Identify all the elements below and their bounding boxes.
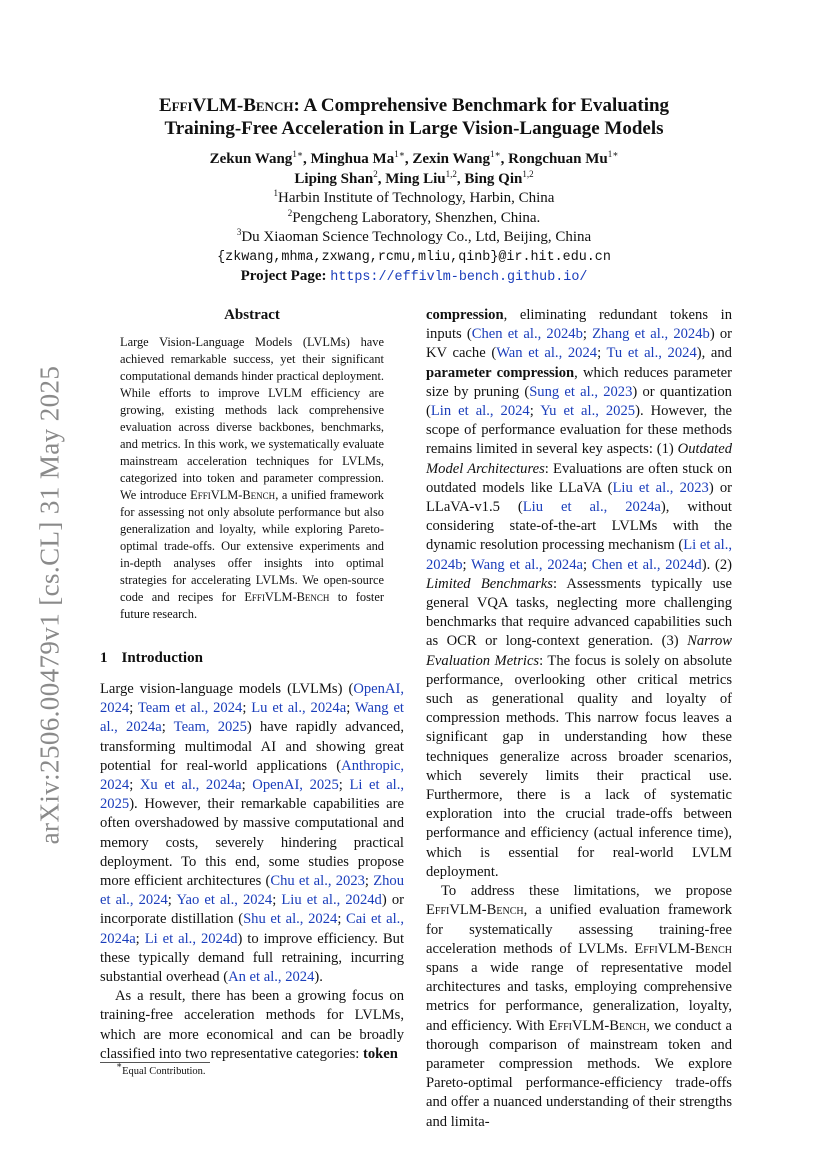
affiliation-text: Pengcheng Laboratory, Shenzhen, China. [292, 209, 541, 226]
author-line-1: Zekun Wang$^{1∗}$, Minghua $Ma^{1∗}$, Zexin Wang$^{1∗}$, Rongchuan $Mu^{1∗}$ [209, 149, 619, 167]
project-page-label: Project Page: [240, 268, 327, 284]
abstract-segment: to foster future research. [120, 590, 384, 621]
benchmark-name: EffiVLM-Bench [548, 1017, 647, 1034]
paper-title [0, 94, 828, 140]
footnote-marker: ∗ [116, 1060, 123, 1070]
citation-link[interactable]: OpenAI, 2024 [100, 681, 404, 717]
author-affiliation-mark: 2 [373, 168, 378, 179]
citation-link[interactable]: Zhang et al., 2024b [592, 326, 710, 343]
citation-link[interactable]: Wang et al., 2024a [471, 556, 583, 573]
author-affiliation-mark: 1∗ [490, 149, 501, 159]
citation-link[interactable]: Lu et al., 2024a [251, 700, 347, 717]
intro-paragraph-3: To address these limitations, we propose EffiVLM-Bench, a unified evaluation framework for systematically assessing training-free acceleration methods of LVLMs. EffiVLM-Bench spans a wide range of representative model architectures and tasks, employing comprehensive metrics for performance, generalization, loyalty, and efficiency. With EffiVLM-Bench, we conduct a thorough comparison of mainstream token and parameter compression methods. We explore Pareto-optimal performance-efficiency trade-offs and offer a nuanced understanding of their strengths and limita- [426, 883, 732, 1130]
affiliation-3 [0, 228, 828, 248]
author-name: Rongchuan Mu [508, 151, 608, 167]
citation-link[interactable]: Anthropic, 2024 [100, 757, 404, 794]
author-affiliation-mark: 1∗ [607, 149, 619, 159]
author-name: Zekun Wang [209, 151, 293, 167]
citation-link[interactable]: Chen et al., 2024b [471, 326, 583, 343]
citation-link[interactable]: Lin et al., 2024 [430, 403, 530, 420]
citation-link[interactable]: Li et al., 2024b [426, 537, 732, 573]
footnote [116, 1060, 206, 1077]
abstract-heading: Abstract [224, 307, 280, 323]
citation-link[interactable]: Xu et al., 2024a [139, 777, 242, 794]
author-affiliation-mark: 1∗ [292, 149, 303, 159]
abstract-text [120, 334, 384, 623]
intro-paragraph-2: As a result, there has been a growing focus on training-free acceleration methods for LVLMs, which are more economical and can be broadly classified into two representative categories: token [100, 988, 404, 1062]
abstract-segment: , a unified framework for assessing not only absolute performance but also generalization and loyalty, while exploring Pareto-optimal trade-offs. Our extensive experiments and in-depth analyses offer insights into optimal strategies for accelerating LVLMs. We open-source code and recipes for [120, 488, 384, 604]
affiliation-2 [0, 209, 828, 229]
citation-link[interactable]: Chu et al., 2023 [270, 873, 365, 890]
benchmark-name: EffiVLM-Bench [244, 590, 330, 604]
arxiv-identifier-text: arXiv:2506.00479v1 [cs.CL] 31 May 2025 [34, 365, 65, 845]
abstract-segment: Large Vision-Language Models (LVLMs) have achieved remarkable success, yet their significant computational demands hinder practical deployment. While efforts to improve LVLM efficiency are growing, existing methods lack comprehensive evaluation across diverse backbones, benchmarks, and metrics. In this work, we systematically evaluate mainstream acceleration techniques for LVLMs, categorized into token and parameter compression. We introduce [120, 335, 384, 502]
affiliation-text: Harbin Institute of Technology, Harbin, China [278, 190, 555, 206]
citation-link[interactable]: Liu et al., 2024a [522, 499, 661, 516]
citation-link[interactable]: Cai et al., 2024a [100, 911, 404, 947]
affiliation-mark: 3 [236, 227, 242, 237]
section-number: 1 [100, 650, 108, 666]
citation-link[interactable]: Team, 2025 [173, 719, 247, 736]
author-name: Ming Liu [385, 170, 446, 187]
benchmark-name: EffiVLM-Bench [634, 940, 732, 957]
arxiv-identifier-stamp [25, 365, 75, 845]
title-line1-rest: : A Comprehensive Benchmark for Evaluating [293, 95, 670, 116]
affiliation-mark: 1 [273, 188, 279, 198]
intro-paragraph-2-continued: compression, eliminating redundant tokens in inputs (Chen et al., 2024b; Zhang et al., 2024b) or KV cache (Wan et al., 2024; Tu et al., 2024), and parameter compression, which reduces parameter size by pruning (Sung et al., 2023) or quantization (Lin et al., 2024; Yu et al., 2025). However, the scope of performance evaluation for these methods remains limited in several key aspects: (1) Outdated Model Architectures: Evaluations are often stuck on outdated models like LLaVA (Liu et al., 2023) or LLaVA-v1.5 (Liu et al., 2024a), without considering state-of-the-art LVLMs with the dynamic resolution processing mechanism (Li et al., 2024b; Wang et al., 2024a; Chen et al., 2024d). (2) Limited Benchmarks: Assessments typically use general VQA tasks, neglecting more challenging benchmarks that require advanced capabilities such as OCR or long-context generation. (3) Narrow Evaluation Metrics: The focus is solely on absolute performance, overlooking other critical metrics such as generational quality and loyalty of compression methods. This narrow focus leaves a significant gap in understanding how these techniques generalize across broader scenarios, which severely limits their practical use. Furthermore, there is a lack of systematic exploration into the crucial trade-offs between performance and efficiency (actual inference time), which is essential for real-world LVLM deployment. [426, 307, 733, 880]
author-line-2: Liping Shan$^2$, Ming Liu$^{1,2}$, Bing Qin$^{1,2}$ [294, 168, 534, 187]
author-emails: {zkwang,mhma,zxwang,rcmu,mliu,qinb}@ir.hit.edu.cn [217, 249, 611, 265]
project-page-link[interactable]: https://effivlm-bench.github.io/ [330, 270, 588, 285]
section-title: Introduction [121, 650, 203, 666]
benchmark-name: EffiVLM-Bench [426, 902, 524, 919]
right-column-body [426, 306, 732, 1132]
footnote-text: Equal Contribution. [122, 1066, 206, 1077]
citation-link[interactable]: Wang et al., 2024a [100, 700, 404, 736]
citation-link[interactable]: Shu et al., 2024 [243, 911, 338, 928]
author-name: Bing Qin [464, 170, 523, 187]
author-affiliation-mark: 1∗ [394, 149, 405, 159]
citation-link[interactable]: OpenAI, 2025 [252, 777, 339, 794]
author-affiliation-mark: 1,2 [522, 168, 534, 179]
benchmark-name: EffiVLM-Bench [190, 488, 276, 502]
citation-link[interactable]: Li et al., 2024d [144, 930, 238, 947]
citation-link[interactable]: Liu et al., 2024d [281, 892, 382, 909]
project-page [0, 267, 828, 288]
citation-link[interactable]: Li et al., 2025 [100, 777, 405, 813]
affiliation-mark: 2 [287, 207, 293, 218]
author-name: Minghua Ma [310, 151, 395, 167]
citation-link[interactable]: Wan et al., 2024 [496, 345, 598, 362]
affiliation-text: Du Xiaoman Science Technology Co., Ltd, Beijing, China [241, 229, 592, 245]
title-benchmark-name: EffiVLM-Bench [158, 95, 294, 116]
citation-link[interactable]: Zhou et al., 2024 [100, 873, 405, 909]
title-line2: Training-Free Acceleration in Large Vision-Language Models [164, 118, 664, 139]
citation-link[interactable]: Chen et al., 2024d [591, 556, 702, 573]
left-column-body [100, 680, 404, 1064]
citation-link[interactable]: Yao et al., 2024 [176, 892, 273, 909]
citation-link[interactable]: Liu et al., 2023 [612, 479, 709, 496]
author-name: Zexin Wang [412, 151, 490, 167]
author-block [0, 150, 828, 288]
affiliation-1 [0, 189, 828, 209]
citation-link[interactable]: An et al., 2024 [228, 969, 315, 986]
citation-link[interactable]: Team et al., 2024 [137, 700, 243, 717]
citation-link[interactable]: Tu et al., 2024 [606, 345, 697, 362]
section-heading-introduction [100, 650, 217, 667]
author-affiliation-mark: 1,2 [445, 168, 457, 179]
citation-link[interactable]: Yu et al., 2025 [540, 403, 636, 420]
intro-paragraph-1: Large vision-language models (LVLMs) (OpenAI, 2024; Team et al., 2024; Lu et al., 2024a; Wang et al., 2024a; Team, 2025) have rapidly advanced, transforming multimodal AI and showing great potential for real-world applications (Anthropic, 2024; Xu et al., 2024a; OpenAI, 2025; Li et al., 2025). However, their remarkable capabilities are often overshadowed by massive computational and memory costs, severely hindering practical deployment. To this end, some studies propose more efficient architectures (Chu et al., 2023; Zhou et al., 2024; Yao et al., 2024; Liu et al., 2024d) or incorporate distillation (Shu et al., 2024; Cai et al., 2024a; Li et al., 2024d) to improve efficiency. But these typically demand full retraining, incurring substantial overhead (An et al., 2024). [100, 681, 405, 986]
author-name: Liping Shan [294, 170, 374, 187]
citation-link[interactable]: Sung et al., 2023 [529, 383, 633, 400]
